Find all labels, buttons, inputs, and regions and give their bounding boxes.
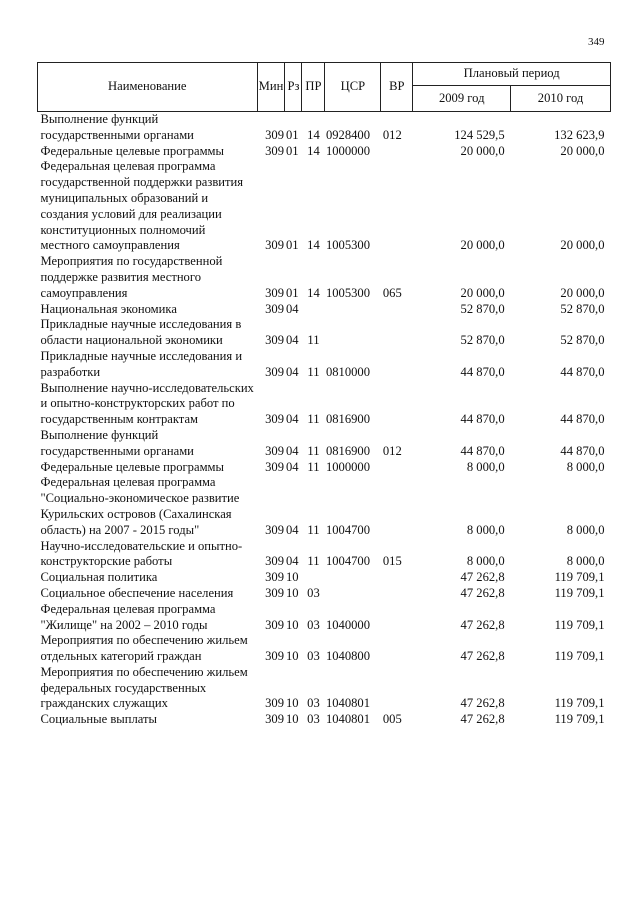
row-amount-2009: 20 000,0 bbox=[460, 238, 505, 253]
row-amount-2009: 44 870,0 bbox=[460, 412, 505, 427]
row-amount-2010: 20 000,0 bbox=[560, 238, 605, 253]
row-min-code: 309 bbox=[265, 443, 284, 458]
row-min-code: 309 bbox=[265, 285, 284, 300]
table-row bbox=[38, 570, 611, 586]
row-amount-2009: 47 262,8 bbox=[460, 570, 505, 585]
table-row bbox=[38, 302, 611, 318]
row-amount-2009: 44 870,0 bbox=[460, 364, 505, 379]
row-vr-code: 015 bbox=[382, 554, 402, 569]
table-row bbox=[38, 159, 611, 254]
row-min-code: 309 bbox=[265, 127, 284, 142]
table-row bbox=[38, 460, 611, 476]
row-vr-code bbox=[381, 475, 413, 538]
row-rz-code: 10 bbox=[285, 570, 299, 585]
table-row bbox=[38, 633, 611, 665]
row-amount-2010: 119 709,1 bbox=[554, 649, 605, 664]
row-rz-code: 10 bbox=[285, 585, 299, 600]
row-pr-code: 03 bbox=[307, 649, 320, 664]
row-pr-code: 11 bbox=[307, 554, 320, 569]
row-pr-code: 11 bbox=[307, 333, 320, 348]
row-pr-code bbox=[302, 570, 325, 586]
table-row bbox=[38, 317, 611, 349]
table-body bbox=[38, 112, 611, 729]
row-amount-2010: 20 000,0 bbox=[560, 285, 605, 300]
row-rz-code: 04 bbox=[285, 554, 299, 569]
row-vr-code bbox=[381, 460, 413, 476]
row-csr-code: 1000000 bbox=[325, 143, 371, 158]
row-amount-2010: 20 000,0 bbox=[560, 143, 605, 158]
row-amount-2009: 47 262,8 bbox=[460, 712, 505, 727]
budget-table bbox=[37, 62, 611, 728]
row-csr-code: 1004700 bbox=[325, 554, 371, 569]
header-rz: Рз bbox=[285, 63, 302, 112]
row-amount-2010: 119 709,1 bbox=[554, 585, 605, 600]
row-pr-code: 11 bbox=[307, 412, 320, 427]
row-vr-code bbox=[381, 665, 413, 712]
row-name: Мероприятия по обеспечению жильем отдельных категорий граждан bbox=[40, 633, 248, 664]
table-row bbox=[38, 602, 611, 634]
row-amount-2009: 47 262,8 bbox=[460, 696, 505, 711]
row-rz-code: 10 bbox=[285, 617, 299, 632]
row-amount-2009: 47 262,8 bbox=[460, 585, 505, 600]
row-vr-code: 012 bbox=[382, 443, 402, 458]
row-vr-code bbox=[381, 317, 413, 349]
row-amount-2009: 47 262,8 bbox=[460, 649, 505, 664]
row-amount-2010: 119 709,1 bbox=[554, 712, 605, 727]
row-rz-code: 10 bbox=[285, 712, 299, 727]
row-name: Прикладные научные исследования в области национальной экономики bbox=[40, 317, 242, 348]
row-vr-code bbox=[381, 602, 413, 634]
row-min-code: 309 bbox=[265, 570, 284, 585]
table-row bbox=[38, 349, 611, 381]
row-amount-2010: 44 870,0 bbox=[560, 412, 605, 427]
row-name: Научно-исследовательские и опытно-конструкторские работы bbox=[40, 538, 243, 569]
row-amount-2009: 124 529,5 bbox=[454, 127, 505, 142]
row-amount-2010: 52 870,0 bbox=[560, 333, 605, 348]
row-min-code: 309 bbox=[265, 585, 284, 600]
row-rz-code: 04 bbox=[285, 443, 299, 458]
row-vr-code: 012 bbox=[382, 127, 402, 142]
table-row bbox=[38, 381, 611, 428]
row-vr-code bbox=[381, 159, 413, 254]
row-pr-code: 03 bbox=[307, 585, 320, 600]
row-csr-code bbox=[325, 570, 381, 586]
row-amount-2009: 47 262,8 bbox=[460, 617, 505, 632]
row-rz-code: 04 bbox=[285, 364, 299, 379]
row-amount-2009: 8 000,0 bbox=[466, 459, 505, 474]
row-rz-code: 01 bbox=[285, 143, 299, 158]
row-csr-code: 1005300 bbox=[325, 238, 371, 253]
row-rz-code: 01 bbox=[285, 238, 299, 253]
row-amount-2009: 20 000,0 bbox=[460, 285, 505, 300]
row-vr-code bbox=[381, 144, 413, 160]
header-csr: ЦСР bbox=[325, 63, 381, 112]
row-csr-code bbox=[325, 317, 381, 349]
row-csr-code: 1000000 bbox=[325, 459, 371, 474]
row-name: Социальное обеспечение населения bbox=[40, 585, 234, 600]
row-vr-code: 065 bbox=[382, 285, 402, 300]
row-name: Национальная экономика bbox=[40, 301, 177, 316]
table-row bbox=[38, 112, 611, 144]
row-min-code: 309 bbox=[265, 238, 284, 253]
row-name: Выполнение научно-исследовательских и опытно-конструкторских работ по государственным контрактам bbox=[40, 380, 254, 427]
row-vr-code bbox=[381, 381, 413, 428]
row-min-code: 309 bbox=[265, 649, 284, 664]
row-name: Прикладные научные исследования и разработки bbox=[40, 348, 243, 379]
row-name: Мероприятия по обеспечению жильем федеральных государственных гражданских служащих bbox=[40, 664, 248, 711]
row-csr-code: 1040800 bbox=[325, 649, 371, 664]
row-pr-code bbox=[302, 302, 325, 318]
row-min-code: 309 bbox=[265, 412, 284, 427]
row-name: Федеральные целевые программы bbox=[40, 143, 224, 158]
table-row bbox=[38, 475, 611, 538]
row-min-code: 309 bbox=[265, 301, 284, 316]
row-vr-code bbox=[381, 349, 413, 381]
row-name: Федеральная целевая программа "Жилище" на 2002 – 2010 годы bbox=[40, 601, 216, 632]
row-min-code: 309 bbox=[265, 617, 284, 632]
row-rz-code: 10 bbox=[285, 649, 299, 664]
row-vr-code bbox=[381, 570, 413, 586]
row-rz-code: 04 bbox=[285, 459, 299, 474]
row-csr-code: 1004700 bbox=[325, 522, 371, 537]
header-name: Наименование bbox=[38, 63, 258, 112]
row-min-code: 309 bbox=[265, 143, 284, 158]
row-amount-2010: 44 870,0 bbox=[560, 364, 605, 379]
row-pr-code: 14 bbox=[307, 238, 320, 253]
row-csr-code: 1040000 bbox=[325, 617, 371, 632]
header-pr: ПР bbox=[302, 63, 325, 112]
row-min-code: 309 bbox=[265, 712, 284, 727]
row-csr-code bbox=[325, 302, 381, 318]
row-min-code: 309 bbox=[265, 522, 284, 537]
row-min-code: 309 bbox=[265, 459, 284, 474]
row-amount-2009: 8 000,0 bbox=[466, 554, 505, 569]
table-row bbox=[38, 586, 611, 602]
header-vr: ВР bbox=[381, 63, 413, 112]
page-number: 349 bbox=[588, 36, 605, 48]
row-amount-2010: 132 623,9 bbox=[554, 127, 605, 142]
header-planned-period: Плановый период bbox=[413, 63, 611, 86]
row-vr-code bbox=[381, 586, 413, 602]
row-amount-2009: 52 870,0 bbox=[460, 333, 505, 348]
row-pr-code: 14 bbox=[307, 127, 320, 142]
row-min-code: 309 bbox=[265, 333, 284, 348]
row-vr-code bbox=[381, 302, 413, 318]
table-row bbox=[38, 539, 611, 571]
header-year-2010: 2010 год bbox=[511, 86, 611, 112]
row-name: Федеральные целевые программы bbox=[40, 459, 224, 474]
row-pr-code: 03 bbox=[307, 712, 320, 727]
row-pr-code: 11 bbox=[307, 459, 320, 474]
row-name: Выполнение функций государственными органами bbox=[40, 112, 194, 142]
row-csr-code: 1040801 bbox=[325, 712, 371, 727]
row-rz-code: 04 bbox=[285, 301, 299, 316]
row-name: Социальная политика bbox=[40, 570, 158, 585]
header-min: Мин bbox=[257, 63, 285, 112]
table-row bbox=[38, 254, 611, 301]
row-rz-code: 04 bbox=[285, 522, 299, 537]
row-csr-code bbox=[325, 586, 381, 602]
row-amount-2010: 119 709,1 bbox=[554, 696, 605, 711]
row-rz-code: 04 bbox=[285, 333, 299, 348]
row-amount-2009: 8 000,0 bbox=[466, 522, 505, 537]
row-pr-code: 03 bbox=[307, 617, 320, 632]
row-name: Социальные выплаты bbox=[40, 712, 158, 727]
row-rz-code: 04 bbox=[285, 412, 299, 427]
row-amount-2010: 8 000,0 bbox=[566, 554, 605, 569]
row-pr-code: 03 bbox=[307, 696, 320, 711]
row-name: Выполнение функций государственными органами bbox=[40, 427, 194, 458]
row-csr-code: 0928400 bbox=[325, 127, 371, 142]
row-amount-2009: 20 000,0 bbox=[460, 143, 505, 158]
table-row bbox=[38, 665, 611, 712]
row-csr-code: 1040801 bbox=[325, 696, 371, 711]
row-name: Федеральная целевая программа государственной поддержки развития муниципальных образований и создания условий для реализации конституционных полномочий местного самоуправления bbox=[40, 159, 244, 253]
row-min-code: 309 bbox=[265, 364, 284, 379]
row-amount-2010: 119 709,1 bbox=[554, 617, 605, 632]
row-vr-code: 005 bbox=[382, 712, 402, 727]
table-row bbox=[38, 144, 611, 160]
row-amount-2010: 44 870,0 bbox=[560, 443, 605, 458]
row-csr-code: 0810000 bbox=[325, 364, 371, 379]
row-min-code: 309 bbox=[265, 696, 284, 711]
row-pr-code: 11 bbox=[307, 443, 320, 458]
row-csr-code: 0816900 bbox=[325, 412, 371, 427]
row-amount-2010: 52 870,0 bbox=[560, 301, 605, 316]
row-amount-2009: 44 870,0 bbox=[460, 443, 505, 458]
row-csr-code: 1005300 bbox=[325, 285, 371, 300]
row-amount-2009: 52 870,0 bbox=[460, 301, 505, 316]
table-row bbox=[38, 428, 611, 460]
table-header bbox=[38, 63, 611, 112]
header-year-2009: 2009 год bbox=[413, 86, 511, 112]
row-name: Мероприятия по государственной поддержке развития местного самоуправления bbox=[40, 254, 223, 300]
row-amount-2010: 8 000,0 bbox=[566, 459, 605, 474]
row-min-code: 309 bbox=[265, 554, 284, 569]
row-rz-code: 01 bbox=[285, 285, 299, 300]
row-vr-code bbox=[381, 633, 413, 665]
row-pr-code: 11 bbox=[307, 364, 320, 379]
row-rz-code: 01 bbox=[285, 127, 299, 142]
row-amount-2010: 8 000,0 bbox=[566, 522, 605, 537]
row-pr-code: 14 bbox=[307, 143, 320, 158]
row-name: Федеральная целевая программа "Социально-экономическое развитие Курильских островов (Сахалинская область) на 2007 - 2015 годы" bbox=[40, 475, 240, 537]
row-csr-code: 0816900 bbox=[325, 443, 371, 458]
row-pr-code: 14 bbox=[307, 285, 320, 300]
table-row bbox=[38, 712, 611, 728]
row-amount-2010: 119 709,1 bbox=[554, 570, 605, 585]
row-rz-code: 10 bbox=[285, 696, 299, 711]
row-pr-code: 11 bbox=[307, 522, 320, 537]
